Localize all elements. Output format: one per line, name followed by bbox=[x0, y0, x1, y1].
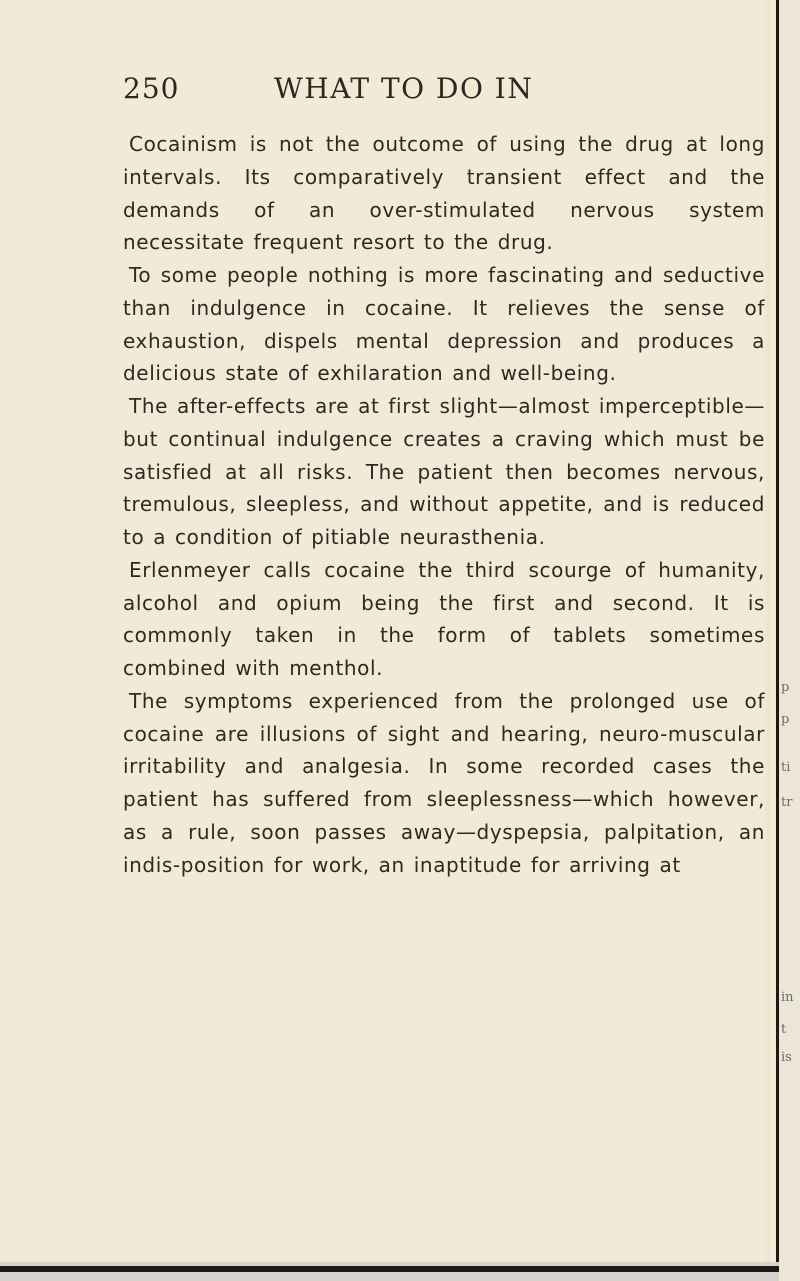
bleed-fragment: is bbox=[781, 1050, 792, 1065]
page-header bbox=[123, 72, 763, 112]
bleed-fragment: tr bbox=[781, 795, 793, 810]
running-head: WHAT TO DO IN bbox=[274, 72, 534, 105]
paragraph: To some people nothing is more fascinating and seductive than indulgence in cocaine. It relieves the sense of exhaustion, dispels mental depression and produces a delicious state of exhilaration and well-being. bbox=[123, 263, 765, 386]
bleed-fragment: ti bbox=[781, 760, 791, 775]
paragraph: Cocainism is not the outcome of using the drug at long intervals. Its comparatively transient effect and the demands of an over-stimulated nervous system necessitate frequent resort to the drug. bbox=[123, 132, 765, 255]
paragraph: Erlenmeyer calls cocaine the third scourge of humanity, alcohol and opium being the first and second. It is commonly taken in the form of tablets sometimes combined with menthol. bbox=[123, 557, 765, 680]
bleed-fragment: in bbox=[781, 990, 794, 1005]
bleed-fragment: p bbox=[781, 712, 790, 727]
bleed-fragment: t bbox=[781, 1022, 787, 1037]
page-bottom-border bbox=[0, 1266, 779, 1272]
facing-page-strip bbox=[779, 0, 800, 1281]
paragraph: The after-effects are at first slight—almost imperceptible—but continual indulgence creates a craving which must be satisfied at all risks. The patient then becomes nervous, tremulous, sleepless, and without appetite, and is reduced to a condition of pitiable neurasthenia. bbox=[123, 394, 765, 549]
body-text bbox=[123, 128, 765, 881]
page-number: 250 bbox=[123, 72, 180, 105]
bleed-fragment: p bbox=[781, 680, 790, 695]
paragraph: The symptoms experienced from the prolonged use of cocaine are illusions of sight and hearing, neuro-muscular irritability and analgesia. In some recorded cases the patient has suffered from sleeplessness—which however, as a rule, soon passes away—dyspepsia, palpitation, an indis-position for work, an inaptitude for arriving at bbox=[123, 688, 765, 877]
